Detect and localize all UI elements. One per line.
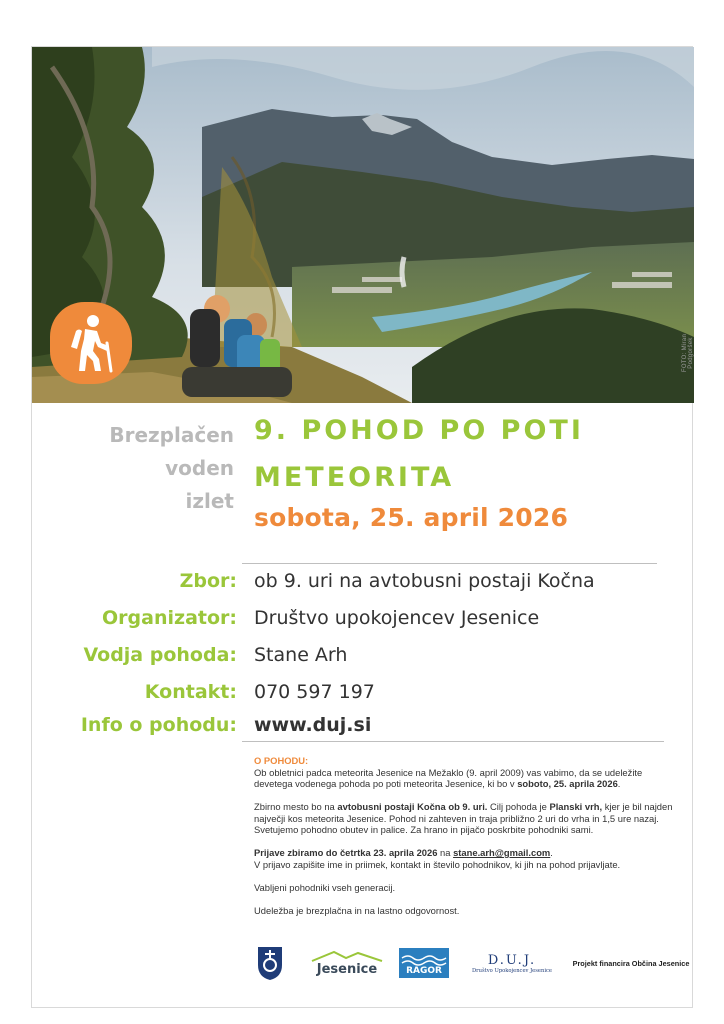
text-run: Ob obletnici padca meteorita Jesenice na Mežaklo (9. april 2009) vas vabimo, da se udeležite devetega vodenega pohoda po poti meteorita Jesenice, ki bo v [254, 766, 643, 789]
event-date: sobota, 25. april 2026 [254, 503, 569, 532]
divider [242, 741, 664, 742]
date-highlight: soboto, 25. aprila 2026 [517, 778, 618, 789]
text-run: na [437, 847, 454, 858]
hiker-badge [50, 302, 132, 384]
info-row-leader [32, 638, 694, 672]
event-title [254, 407, 674, 501]
info-value: ob 9. uri na avtobusni postaji Kočna [254, 570, 595, 592]
destination-highlight: Planski vrh, [549, 801, 603, 812]
text-run: V prijavo zapišite ime in priimek, kontakt in število pohodnikov, ki jih na pohod prijavljate. [254, 858, 621, 870]
mountain-icon [312, 950, 382, 962]
free-guided-trip-tagline [92, 419, 234, 518]
event-title-line-1: 9. POHOD PO POTI [254, 415, 584, 446]
hero-photo [32, 47, 694, 403]
event-poster [31, 46, 693, 1008]
duj-logo-subtitle: Društvo Upokojencev Jesenice [472, 967, 552, 974]
text-run: Cilj pohoda je [487, 801, 550, 812]
description-paragraph-1 [254, 767, 674, 790]
ragor-logo-text: RAGOR [406, 966, 442, 976]
event-title-line-2: METEORITA [254, 462, 455, 493]
funding-note [572, 943, 690, 983]
info-row-contact [32, 675, 694, 709]
duj-logo-mark: D.U.J. [487, 952, 537, 968]
waves-icon [402, 954, 446, 966]
section-title: O POHODU: [254, 755, 309, 766]
info-label: Kontakt: [144, 681, 237, 703]
info-label: Vodja pohoda: [83, 644, 237, 666]
jesenice-logo [308, 943, 386, 983]
description-paragraph-2 [254, 801, 674, 836]
info-value: Društvo upokojencev Jesenice [254, 607, 540, 629]
text-run: kjer je bil najden največji kos meteorita Jesenice. Pohod ni zahteven in traja približno 2 uri do vrha in 1,5 ure nazaj. Svetujemo pohodno obutev in palice. Za hrano in pijačo poskrbite pohodniki sami. [254, 801, 673, 835]
info-value: 070 597 197 [254, 681, 375, 703]
text-run: . [550, 847, 553, 858]
description-paragraph-3 [254, 847, 674, 870]
info-row-website [32, 708, 694, 742]
ragor-mark [399, 948, 449, 978]
event-description [254, 755, 674, 928]
info-row-meeting [32, 564, 694, 598]
tagline-line-3: izlet [185, 489, 234, 513]
text-run: Zbirno mesto bo na [254, 801, 338, 812]
description-paragraph-4: Vabljeni pohodniki vseh generacij. [254, 881, 396, 893]
info-label: Organizator: [102, 607, 237, 629]
ragor-logo [398, 943, 450, 983]
municipality-crest-logo [254, 943, 286, 983]
info-value: Stane Arh [254, 644, 348, 666]
duj-logo [460, 943, 564, 983]
tagline-line-1: Brezplačen [109, 423, 234, 447]
jesenice-logo-text: Jesenice [316, 961, 378, 977]
description-paragraph-5: Udeležba je brezplačna in na lastno odgovornost. [254, 904, 460, 916]
info-row-organizer [32, 601, 694, 635]
hiker-icon [65, 313, 117, 373]
website-link[interactable]: www.duj.si [254, 714, 372, 736]
tagline-line-2: voden [165, 456, 234, 480]
text-run: . [617, 778, 621, 789]
sponsor-logos [32, 943, 694, 983]
crest-icon [256, 945, 284, 981]
info-label: Info o pohodu: [80, 714, 237, 736]
email-link[interactable]: stane.arh@gmail.com [453, 847, 551, 858]
photo-credit: FOTO: Miran Podgoršek [682, 333, 694, 373]
funding-text: Projekt financira Občina Jesenice [572, 958, 690, 968]
meeting-highlight: avtobusni postaji Kočna ob 9. uri. [337, 801, 488, 812]
info-label: Zbor: [179, 570, 237, 592]
registration-deadline: Prijave zbiramo do četrtka 23. aprila 2026 [254, 847, 438, 858]
